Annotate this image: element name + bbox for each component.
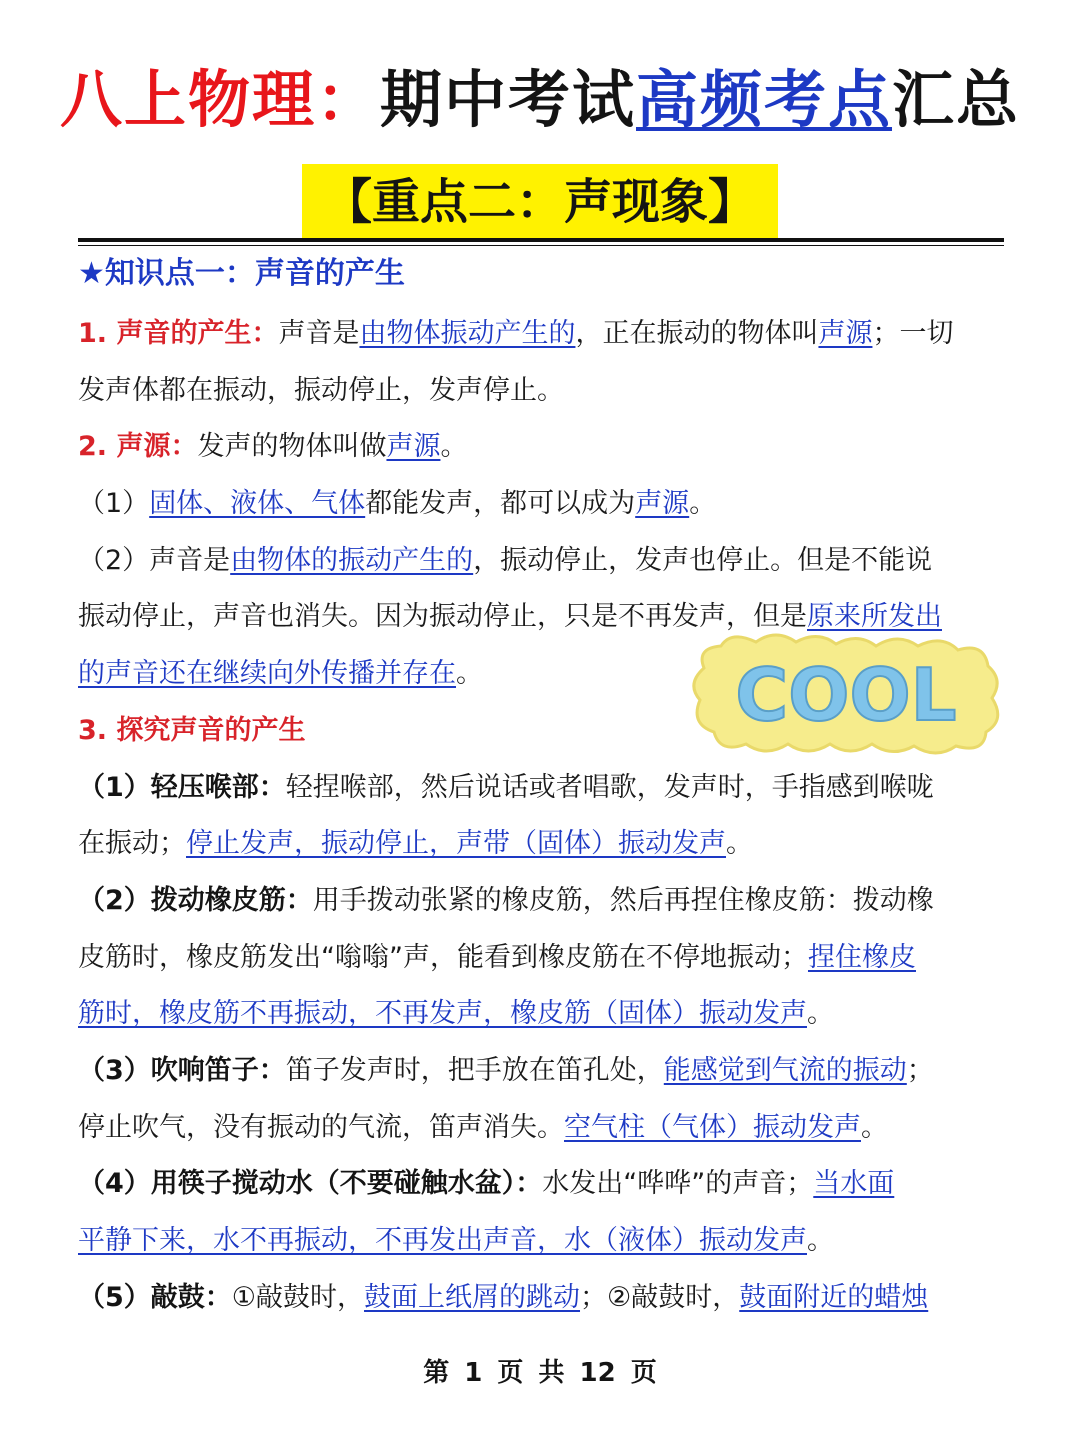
text-line [78,306,1006,363]
body-text: 笛子发声时，把手放在笛孔处， [285,1054,664,1086]
body-text: ；②敲鼓时， [580,1281,740,1313]
key-phrase: 能感觉到气流的振动 [663,1054,907,1086]
key-phrase: 由物体的振动产生的 [230,544,474,576]
item-heading: （1）轻压喉部： [78,771,286,803]
body-text: （1） [78,488,150,520]
text-line [78,873,1006,930]
body-text: 都能发声，都可以成为 [365,488,636,520]
body-text: 在振动； [78,828,186,860]
body-text: 。 [726,828,753,860]
body-text: 水发出“哗哗”的声音； [542,1168,814,1200]
key-phrase: 原来所发出 [807,601,942,633]
text-line [78,1043,1006,1100]
content-body [78,306,1006,1326]
body-text: ；一切 [872,318,954,349]
body-text: 振动停止，声音也消失。因为振动停止，只是不再发声，但是 [78,601,807,633]
cool-sticker-icon [686,628,1006,758]
body-text: 声音是 [278,318,360,349]
divider-thick [78,238,1004,242]
key-phrase: 平静下来，水不再振动，不再发出声音，水（液体）振动发声 [78,1225,807,1256]
title-colon: ： [315,63,380,136]
body-text: 。 [861,1111,888,1143]
text-line [78,476,1006,533]
body-text: （2）声音是 [78,544,231,576]
text-line [78,363,1006,420]
item-heading: （3）吹响笛子： [78,1054,286,1086]
title-summary: 汇总 [892,63,1021,136]
subtitle: 【重点二：声现象】 [302,164,778,240]
body-text: 。 [440,431,468,463]
item-heading: （4）用筷子搅动水（不要碰触水盆）： [78,1168,543,1200]
text-line [78,1213,1006,1270]
knowledge-point-heading: ★知识点一：声音的产生 [78,256,405,291]
item-heading: （5）敲鼓： [78,1281,232,1313]
text-line [78,419,1006,476]
section-heading: 2. 声源： [78,431,198,463]
item-heading: （2）拨动橡皮筋： [78,884,313,916]
text-line [78,533,1006,590]
text-line [78,930,1006,987]
body-text: 。 [807,1225,834,1256]
body-text: 发声的物体叫做 [197,431,387,463]
key-phrase: 由物体振动产生的 [359,318,576,349]
key-phrase: 当水面 [813,1168,895,1200]
text-line [78,1270,1006,1327]
page-title [0,58,1080,142]
section-heading: 3. 探究声音的产生 [78,714,306,746]
body-text: 轻捏喉部，然后说话或者唱歌，发声时，手指感到喉咙 [285,771,934,803]
text-line [78,1156,1006,1213]
page-footer: 第 1 页 共 12 页 [423,1358,657,1388]
body-text: 。 [689,488,717,520]
body-text: 。 [456,658,483,690]
subtitle-banner [0,164,1080,240]
key-phrase: 声源 [386,431,441,463]
body-text: ，振动停止，发声也停止。但是不能说 [473,544,933,576]
text-line [78,760,1006,817]
key-phrase: 空气柱（气体）振动发声 [564,1111,861,1143]
section-heading: 1. 声音的产生： [78,318,279,349]
title-highlight: 高频考点 [636,63,893,136]
body-text: 皮筋时，橡皮筋发出“嗡嗡”声，能看到橡皮筋在不停地振动； [78,941,808,973]
title-subject: 八上物理 [59,63,316,136]
key-phrase: 声源 [635,488,690,520]
key-phrase: 固体、液体、气体 [149,488,366,520]
key-phrase: 鼓面附近的蜡烛 [739,1281,929,1313]
body-text: ，正在振动的物体叫 [575,318,819,349]
key-phrase: 捏住橡皮 [807,941,916,973]
body-text: 停止吹气，没有振动的气流，笛声消失。 [78,1111,564,1143]
body-text: ； [906,1054,934,1086]
text-line [78,1100,1006,1157]
divider-thin [78,245,1004,246]
body-text: 发声体都在振动，振动停止，发声停止。 [78,374,564,406]
body-text: 。 [807,998,834,1030]
text-line [78,986,1006,1043]
key-phrase: 鼓面上纸屑的跳动 [364,1281,581,1313]
body-text: 用手拨动张紧的橡皮筋，然后再捏住橡皮筋：拨动橡 [312,884,934,916]
key-phrase: 停止发声，振动停止，声带（固体）振动发声 [186,828,726,860]
title-exam: 期中考试 [379,63,636,136]
key-phrase: 筋时，橡皮筋不再振动，不再发声，橡皮筋（固体）振动发声 [78,998,807,1030]
text-line [78,816,1006,873]
sticker-text: COOL [735,653,957,737]
key-phrase: 的声音还在继续向外传播并存在 [78,658,456,690]
body-text: ①敲鼓时， [231,1281,365,1313]
key-phrase: 声源 [818,318,873,349]
